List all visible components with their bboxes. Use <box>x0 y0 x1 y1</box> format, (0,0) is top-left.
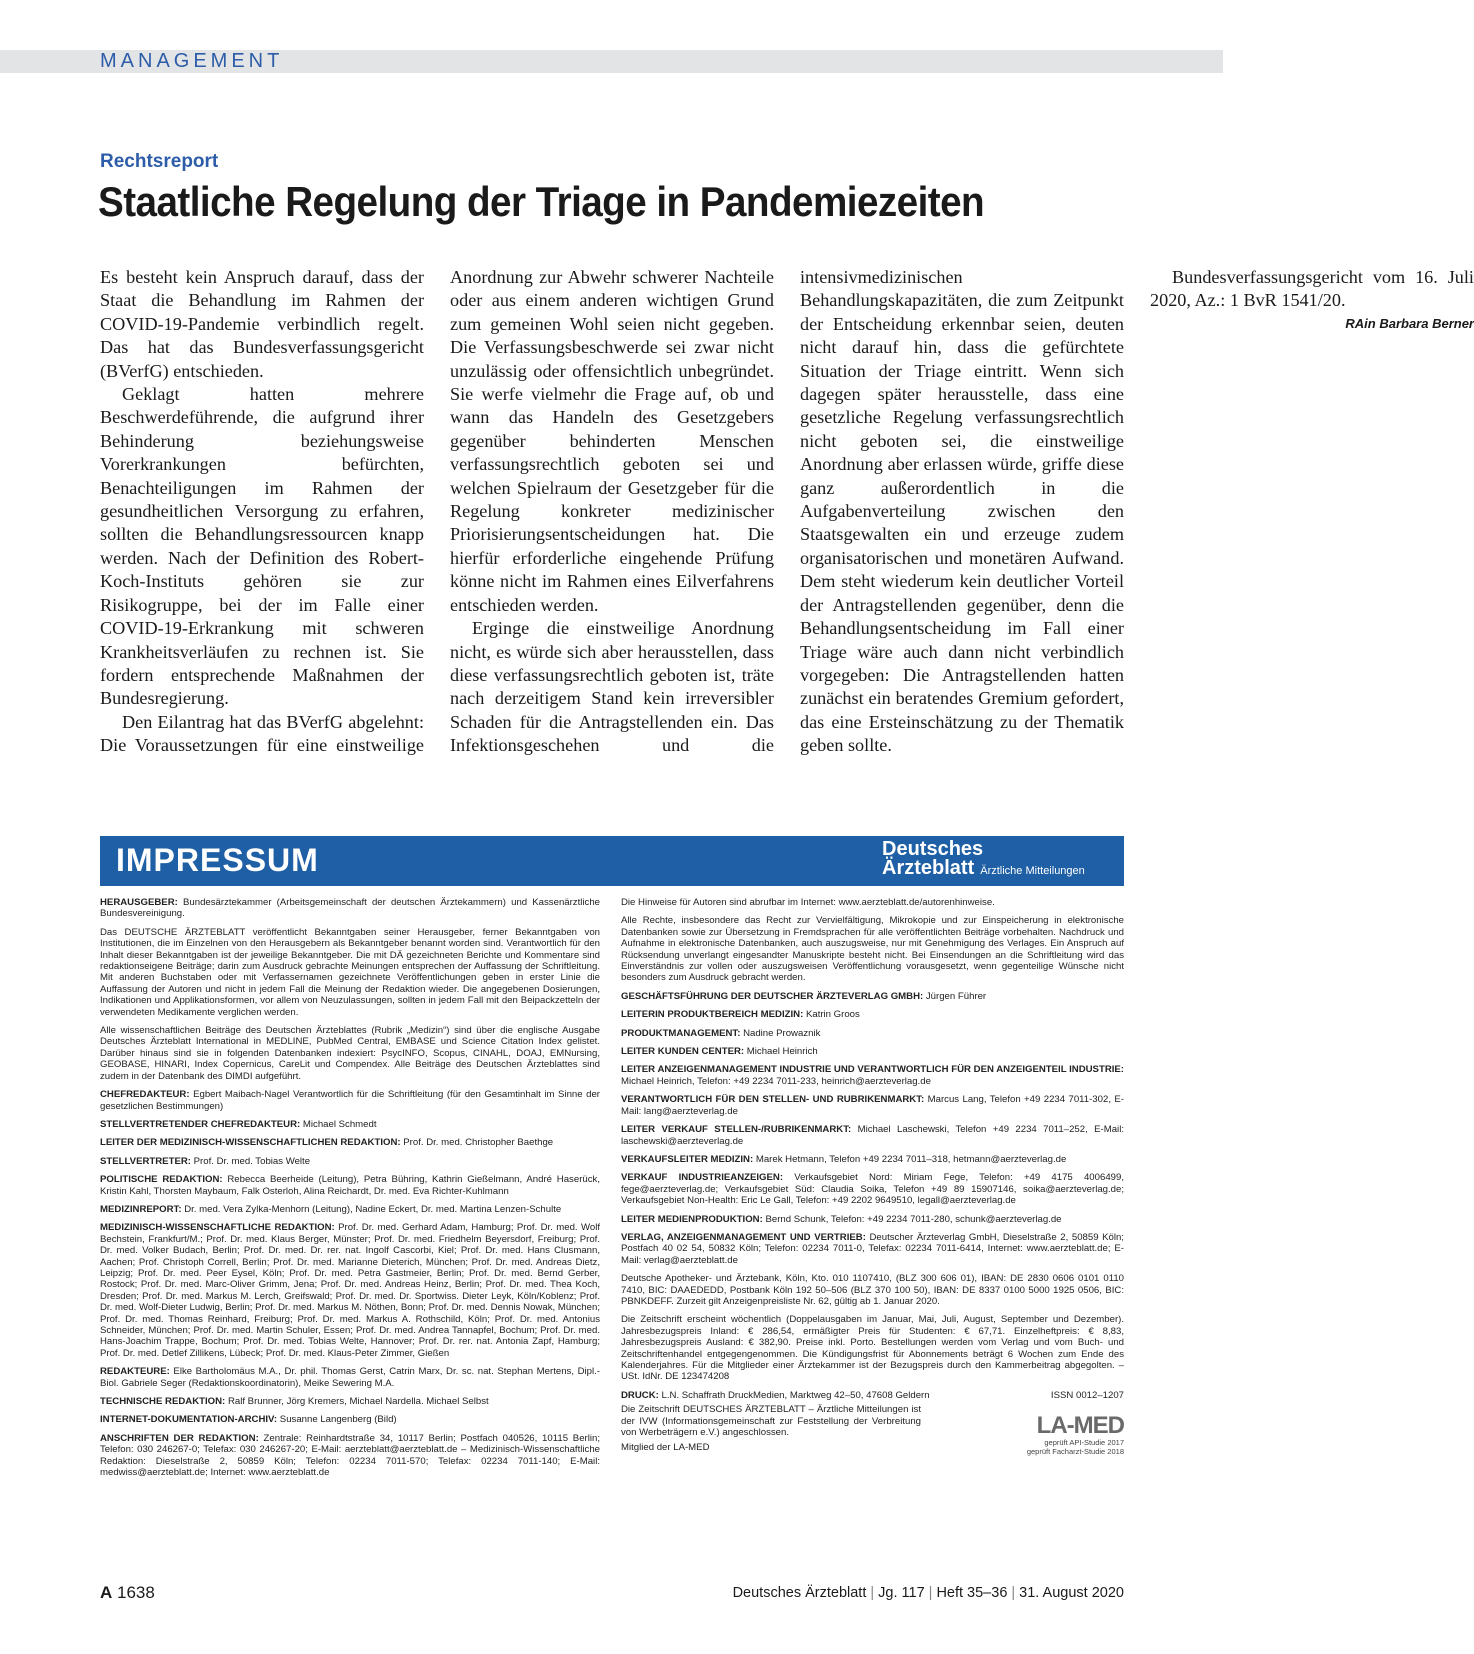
impressum-entry-label: VERKAUF INDUSTRIEANZEIGEN: <box>621 1172 784 1184</box>
article-author: RAin Barbara Berner <box>1345 315 1474 331</box>
impressum-entry <box>100 1414 600 1425</box>
article-paragraph: Geklagt hatten mehrere Beschwerdeführende, die aufgrund ihrer Behinderung beziehungsweise Vorerkrankungen befürchten, Benachteiligungen im Rahmen der gesundheitlichen Versorgung zu erfahren, sollten die Behandlungsressourcen knapp werden. Nach der Definition des Robert-Koch-Instituts gehören sie zur Risikogruppe, bei der im Falle einer COVID-19-Erkrankung mit schweren Krankheitsverläufen zu rechnen ist. Sie fordern entsprechende Maßnahmen der Bundesregierung. <box>100 384 424 709</box>
impressum-entry <box>100 897 600 920</box>
article-body <box>100 266 1474 766</box>
impressum-entry-text: Die Hinweise für Autoren sind abrufbar im Internet: www.aerzteblatt.de/autorenhinweise. <box>621 897 995 908</box>
impressum-entry <box>621 1314 1124 1382</box>
impressum-entry-label: LEITER VERKAUF STELLEN-/RUBRIKENMARKT: <box>621 1124 852 1136</box>
impressum-entry <box>621 1154 1124 1165</box>
impressum-entry-text: Bundesärztekammer (Arbeitsgemeinschaft der deutschen Ärztekammern) und Kassenärztliche Bundesvereinigung. <box>100 897 601 920</box>
impressum-entry-label: HERAUSGEBER: <box>100 897 178 908</box>
impressum-entry-text: Rebecca Beerheide (Leitung), Petra Bühring, Kathrin Gießelmann, André Haserück, Kristin Kahl, Thorsten Maybaum, Falk Osterloh, Alina Reichardt, Dr. med. Eva Richter-Kuhlmann <box>100 1174 600 1197</box>
impressum-entry-label: CHEFREDAKTEUR: <box>100 1089 190 1101</box>
impressum-entry-label: GESCHÄFTSFÜHRUNG DER DEUTSCHER ÄRZTEVERLAG GMBH: <box>621 990 924 1002</box>
lamed-sub2: geprüft Facharzt-Studie 2018 <box>1026 1447 1124 1457</box>
impressum-left-column <box>100 897 600 1485</box>
impressum-entry-text: Elke Bartholomäus M.A., Dr. phil. Thomas Gerst, Catrin Marx, Dr. sc. nat. Stephan Mertens, Dipl.-Biol. Gabriele Seger (Redaktionskoordinatorin), Meike Sewering M.A. <box>100 1366 600 1389</box>
impressum-entry <box>100 1025 600 1082</box>
impressum-entry-text: Marek Hetmann, Telefon +49 2234 7011–318, hetmann@aerzteverlag.de <box>755 1153 1067 1165</box>
impressum-entry-text: Das DEUTSCHE ÄRZTEBLATT veröffentlicht Bekanntgaben seiner Herausgeber, ferner Bekanntgaben von Institutionen, die im Einzelnen von den Herausgebern als Bekanntgeber benannt worden sind. Verantwortlich für den Inhalt dieser Bekanntgaben ist der jeweilige Bekanntgeber. Die mit DÄ gezeichneten Berichte und Kommentare sind redaktionseigene Beiträge; darin zum Ausdruck gebrachte Meinungen entsprechen der Auffassung der Schriftleitung. Mit anderen Buchstaben oder mit Verfassernamen gezeichnete Veröffentlichungen geben in erster Linie die Auffassung der Autoren und nicht in jedem Fall die Meinung der Redaktion wieder. Die angegebenen Dosierungen, Indikationen und Applikationsformen, vor allem von Neuzulassungen, sollten in jedem Fall mit den Beipackzetteln der verwendeten Medikamente verglichen werden. <box>100 926 600 1018</box>
impressum-entry-label: STELLVERTRETENDER CHEFREDAKTEUR: <box>100 1118 301 1130</box>
impressum-entry-label: LEITER KUNDEN CENTER: <box>621 1046 745 1058</box>
impressum-entry-label: ANSCHRIFTEN DER REDAKTION: <box>100 1432 259 1444</box>
article-kicker: Rechtsreport <box>100 151 219 172</box>
impressum-entry-text: Marcus Lang, Telefon +49 2234 7011-302, E-Mail: lang@aerzteverlag.de <box>621 1094 1124 1117</box>
impressum-entry-label: VERLAG, ANZEIGENMANAGEMENT UND VERTRIEB: <box>621 1231 866 1243</box>
impressum-entry-label: POLITISCHE REDAKTION: <box>100 1174 223 1186</box>
impressum-entry-text: Alle wissenschaftlichen Beiträge des Deutschen Ärzteblattes (Rubrik „Medizin“) sind über die englische Ausgabe Deutsches Ärzteblatt International in MEDLINE, PubMed Central, EMBASE und Science Citation Index gelistet. Darüber hinaus sind sie in folgenden Datenbanken indexiert: PsycINFO, Scopus, CINAHL, DOAJ, EMNursing, GEOBASE, HINARI, Index Copernicus, CareLit und Compendex. Alle Beiträge des Deutschen Ärzteblattes sind zudem in der Datenbank des DIMDI aufgeführt. <box>100 1025 600 1082</box>
impressum-entry <box>621 915 1124 983</box>
impressum-entry-text: Michael Laschewski, Telefon +49 2234 7011–252, E-Mail: laschewski@aerzteverlag.de <box>621 1124 1124 1147</box>
footer-issue: Heft 35–36 <box>936 1585 1008 1601</box>
impressum-entry <box>100 1204 600 1215</box>
section-label: MANAGEMENT <box>100 50 284 72</box>
impressum-entry <box>621 1232 1124 1266</box>
impressum-entry-text: Ralf Brunner, Jörg Kremers, Michael Nardella. Michael Selbst <box>227 1396 489 1408</box>
publication-logo <box>882 840 1085 881</box>
impressum-entry-label: LEITER DER MEDIZINISCH-WISSENSCHAFTLICHEN REDAKTION: <box>100 1137 401 1149</box>
logo-line1: Deutsches <box>882 838 984 860</box>
impressum-entry-label: STELLVERTRETER: <box>100 1155 191 1167</box>
impressum-entry <box>621 1064 1124 1087</box>
lamed-logo: LA-MED <box>1036 1412 1124 1440</box>
article-headline: Staatliche Regelung der Triage in Pandemiezeiten <box>98 178 985 225</box>
impressum-entry-text: Dr. med. Vera Zylka-Menhorn (Leitung), Nadine Eckert, Dr. med. Martina Lenzen-Schulte <box>184 1203 562 1215</box>
impressum-entry-text: Die Zeitschrift erscheint wöchentlich (Doppelausgaben im Januar, Mai, Juli, August, September und Dezember). Jahresbezugspreis Inland: € 286,54, ermäßigter Preis für Studenten: € 67,71. Einzelheftpreis: € 8,83, Jahresbezugspreis Ausland: € 382,90. Preise inkl. Porto. Bestellungen werden vom Verlag und vom Buch- und Zeitschriftenhandel entgegengenommen. Die Kündigungsfrist für Abonnements beträgt 6 Wochen zum Ende des Kalenderjahres. Für die Mitglieder einer Ärztekammer ist der Bezugspreis durch den Kammerbeitrag abgegolten. – USt. IdNr. DE 123474208 <box>621 1314 1124 1383</box>
impressum-entry <box>621 1273 1124 1307</box>
issn: ISSN 0012–1207 <box>1050 1389 1124 1401</box>
impressum-banner <box>100 836 1124 886</box>
impressum-entry <box>621 897 1124 908</box>
article-paragraph: Den Eilantrag hat das BVerfG abgelehnt: Die Voraussetzungen für eine einstweilige Anordnung zur Abwehr schwerer Nachteile oder aus einem anderen wichtigen Grund zum gemeinen Wohl seien nicht gegeben. Die Verfassungsbeschwerde sei zwar nicht unzulässig oder offensichtlich unbegründet. Sie werfe vielmehr die Frage auf, ob und wann das Handeln des Gesetzgebers gegenüber behinderten Menschen verfassungsrechtlich geboten sei und welchen Spielraum der Gesetzgeber für die Regelung konkreter medizinischer Priorisierungsentscheidungen hat. Die hierfür erforderliche eingehende Prüfung könne nicht im Rahmen eines Eilverfahrens entschieden werden. <box>100 267 774 756</box>
article-paragraph: Es besteht kein Anspruch darauf, dass der Staat die Behandlung im Rahmen der COVID-19-Pandemie verbindlich regelt. Das hat das Bundesverfassungsgericht (BVerfG) entschieden. <box>100 267 424 381</box>
logo-line2: Ärzteblatt <box>882 857 975 879</box>
druck-row <box>621 1390 1124 1404</box>
footer-volume: Jg. 117 <box>878 1585 925 1601</box>
impressum-entry-text: Prof. Dr. med. Gerhard Adam, Hamburg; Prof. Dr. med. Wolf Bechstein, Frankfurt/M.; Prof. Dr. med. Klaus Berger, Münster; Prof. Dr. med. Friedhelm Beyersdorf, Freiburg; Prof. Dr. med. Volker Budach, Berlin; Prof. Dr. med. Dr. rer. nat. Ingolf Cascorbi, Kiel; Prof. Dr. med. Hans Clusmann, Aachen; Prof. Christoph Correll, Berlin; Prof. Dr. med. Marianne Dieterich, München; Prof. Dr. med. Andreas Dietz, Leipzig; Prof. Dr. med. Peer Eysel, Köln; Prof. Dr. med. Petra Gastmeier, Berlin; Prof. Dr. med. Bernd Gerber, Rostock; Prof. Dr. med. Marc-Oliver Grimm, Jena; Prof. Dr. med. Andreas Heinz, Berlin; Prof. Dr. med. Thea Koch, Dresden; Prof. Dr. med. Markus M. Lerch, Greifswald; Prof. Dr. med. Dr. Sportwiss. Dieter Leyk, Köln/Koblenz; Prof. Dr. med. Wolf-Dieter Ludwig, Berlin; Prof. Dr. med. Markus M. Nöthen, Bonn; Prof. Dr. med. Dennis Nowak, München; Prof. Dr. med. Thomas Reinhard, Freiburg; Prof. Dr. med. Markus A. Rothschild, Köln; Prof. Dr. med. Antonius Schneider, München; Prof. Dr. med. Martin Schuler, Essen; Prof. Dr. med. Andrea Tannapfel, Bochum; Prof. Dr. med. Hans-Joachim Trappe, Bochum; Prof. Dr. med. Tobias Welte, Hannover; Prof. Dr. rer. nat. Antonia Zapf, Hamburg; Prof. Dr. med. Detlef Zillikens, Lübeck; Prof. Dr. med. Klaus-Peter Zimmer, Gießen <box>100 1222 600 1359</box>
impressum-right-column <box>621 897 1124 1461</box>
footer-publication: Deutsches Ärzteblatt <box>732 1585 867 1601</box>
impressum-entry-text: Verkaufsgebiet Nord: Miriam Fege, Telefon: +49 4175 4006499, fege@aerzteverlag.de; Verkaufsgebiet Süd: Claudia Soika, Telefon +49 89 15907146, soika@aerzteverlag.de; Verkaufsgebiet Non-Health: Eric Le Gall, Telefon: +49 2202 9649510, legall@aerzteverlag.de <box>621 1172 1124 1207</box>
impressum-entry-text: Jürgen Führer <box>925 990 987 1002</box>
impressum-entry-text: Alle Rechte, insbesondere das Recht zur Vervielfältigung, Mikrokopie und zur Einspeicherung in elektronische Datenbanken sowie zur Übersetzung in Fremdsprachen für alle veröffentlichten Beiträge vorbehalten. Nachdruck und Aufnahme in elektronische Datenbanken, auch auszugsweise, nur mit Genehmigung des Verlages. Ein Anspruch auf Rücksendung unverlangt eingesandter Manuskripte besteht nicht. Bei Einsendungen an die Schriftleitung wird das Einverständnis zur vollen oder auszugsweisen Veröffentlichung vorausgesetzt, wenn gegenteilige Wünsche nicht besonders zum Ausdruck gebracht werden. <box>621 915 1124 984</box>
impressum-entry <box>100 1222 600 1359</box>
page-number <box>100 1583 155 1603</box>
impressum-entry <box>621 991 1124 1002</box>
impressum-entry-text: Michael Schmedt <box>302 1118 377 1130</box>
impressum-entry-text: Deutsche Apotheker- und Ärztebank, Köln, Kto. 010 1107410, (BLZ 300 606 01), IBAN: DE 2830 0606 0101 0110 7410, BIC: DAAEDEDD, Postbank Köln 192 50–506 (BLZ 370 100 50), IBAN: DE 8337 0100 5000 1925 0506, BIC: PBNKDEFF. Zurzeit gilt Anzeigenpreisliste Nr. 62, gültig ab 1. Januar 2020. <box>621 1273 1124 1307</box>
impressum-entry-text: Prof. Dr. med. Christopher Baethge <box>403 1137 554 1149</box>
lamed-member: Mitglied der LA-MED <box>621 1442 710 1454</box>
impressum-entry-label: LEITER ANZEIGENMANAGEMENT INDUSTRIE UND VERANTWORTLICH FÜR DEN ANZEIGENTEIL INDUSTRIE: <box>621 1064 1124 1076</box>
ivw-row <box>621 1404 1124 1461</box>
impressum-entry-label: VERANTWORTLICH FÜR DEN STELLEN- UND RUBRIKENMARKT: <box>621 1094 925 1106</box>
lamed-sub1: geprüft API-Studie 2017 <box>1044 1438 1124 1448</box>
lamed-seal <box>1027 1414 1124 1456</box>
ivw-text: Die Zeitschrift DEUTSCHES ÄRZTEBLATT – Ärztliche Mitteilungen ist der IVW (Informationsgemeinschaft zur Feststellung der Verbreitung von Werbeträgern e.V.) angeschlossen. <box>621 1404 921 1439</box>
footer-citation: Deutsches Ärzteblatt | Jg. 117 | Heft 35–36 | 31. August 2020 <box>732 1585 1124 1601</box>
impressum-entry-text: Bernd Schunk, Telefon: +49 2234 7011-280, schunk@aerzteverlag.de <box>765 1213 1062 1225</box>
impressum-entry <box>100 1119 600 1130</box>
impressum-entry <box>100 1396 600 1407</box>
druck-label: DRUCK: <box>621 1389 659 1401</box>
impressum-entry-label: MEDIZINISCH-WISSENSCHAFTLICHE REDAKTION: <box>100 1222 335 1234</box>
impressum-entry <box>100 1433 600 1479</box>
impressum-entry-label: LEITERIN PRODUKTBEREICH MEDIZIN: <box>621 1009 804 1021</box>
impressum-entry-text: Katrin Groos <box>805 1009 860 1021</box>
impressum-entry-text: Egbert Maibach-Nagel Verantwortlich für die Schriftleitung (für den Gesamtinhalt im Sinne der gesetzlichen Bestimmungen) <box>100 1089 600 1112</box>
impressum-entry-label: LEITER MEDIENPRODUKTION: <box>621 1213 763 1225</box>
impressum-entry <box>100 1366 600 1389</box>
page-number-value: 1638 <box>117 1583 155 1602</box>
ivw-block <box>621 1404 921 1461</box>
article-paragraph: Bundesverfassungsgericht vom 16. Juli 2020, Az.: 1 BvR 1541/20. <box>1150 267 1474 311</box>
impressum-entry <box>100 1156 600 1167</box>
impressum-entry-text: Deutscher Ärzteverlag GmbH, Dieselstraße 2, 50859 Köln; Postfach 40 02 54, 50832 Köln; Telefon: 02234 7011-0, Telefax: 02234 7011-6414, Internet: www.aerzteblatt.de; E-Mail: verlag@aerzteblatt.de <box>621 1231 1124 1266</box>
impressum-entry <box>621 1172 1124 1206</box>
impressum-entry-text: Zentrale: Reinhardtstraße 34, 10117 Berlin; Postfach 040526, 10115 Berlin; Telefon: 030 246267-0; Telefax: 030 246267-20; E-Mail: aerzteblatt@aerzteblatt.de – Medizinisch-Wissenschaftliche Redaktion: Dieselstraße 2, 50859 Köln; Telefon: 02234 7011-570; Telefax: 02234 7011-140; E-Mail: medwiss@aerzteblatt.de; Internet: www.aerzteblatt.de <box>100 1432 600 1479</box>
impressum-entry <box>100 1137 600 1148</box>
impressum-entry-text: Susanne Langenberg (Bild) <box>279 1414 397 1426</box>
page-prefix: A <box>100 1583 113 1602</box>
impressum-entry-text: Michael Heinrich <box>746 1046 818 1058</box>
impressum-entry-label: REDAKTEURE: <box>100 1366 170 1378</box>
impressum-entry <box>100 1174 600 1197</box>
impressum-entry-label: PRODUKTMANAGEMENT: <box>621 1027 741 1039</box>
impressum-entry <box>621 1214 1124 1225</box>
impressum-entry-text: Prof. Dr. med. Tobias Welte <box>193 1155 311 1167</box>
impressum-title: IMPRESSUM <box>116 842 319 878</box>
druck-entry <box>621 1390 930 1401</box>
impressum-entry-label: MEDIZINREPORT: <box>100 1203 182 1215</box>
logo-subtitle: Ärztliche Mitteilungen <box>980 865 1085 877</box>
impressum-entry <box>621 1124 1124 1147</box>
impressum-entry <box>100 1089 600 1112</box>
impressum-entry <box>621 1028 1124 1039</box>
impressum-entry <box>621 1009 1124 1020</box>
impressum-entry-label: TECHNISCHE REDAKTION: <box>100 1396 226 1408</box>
impressum-entry-text: Nadine Prowaznik <box>743 1027 821 1039</box>
druck-text: L.N. Schaffrath DruckMedien, Marktweg 42–50, 47608 Geldern <box>661 1389 930 1401</box>
impressum-entry-label: VERKAUFSLEITER MEDIZIN: <box>621 1153 754 1165</box>
impressum-entry <box>621 1046 1124 1057</box>
article-paragraph: Erginge die einstweilige Anordnung nicht, es würde sich aber herausstellen, dass diese verfassungsrechtlich geboten ist, träte nach derzeitigem Stand kein irreversibler Schaden für die Antragstellenden ein. Das Infektionsgeschehen und die intensivmedizinischen Behandlungskapazitäten, die zum Zeitpunkt der Entscheidung erkennbar seien, deuten nicht darauf hin, dass die gefürchtete Situation der Triage eintritt. Wenn sich dagegen später herausstelle, dass eine gesetzliche Regelung verfassungsrechtlich nicht geboten sei, die einstweilige Anordnung aber erlassen würde, griffe diese ganz außerordentlich in die Aufgabenverteilung zwischen den Staatsgewalten ein und erzeuge zudem organisatorischen und monetären Aufwand. Dem steht wiederum kein deutlicher Vorteil der Antragstellenden gegenüber, denn die Behandlungsentscheidung im Fall einer Triage wäre auch dann nicht verbindlich vorgegeben: Die Antragstellenden hatten zunächst ein beratendes Gremium gefordert, das eine Ersteinschätzung zu der Thematik geben sollte. <box>450 267 1124 756</box>
impressum-entry-text: Michael Heinrich, Telefon: +49 2234 7011-233, heinrich@aerzteverlag.de <box>621 1075 931 1087</box>
impressum-entry <box>100 927 600 1018</box>
impressum-entry <box>621 1094 1124 1117</box>
footer-date: 31. August 2020 <box>1019 1585 1124 1601</box>
impressum-entry-label: INTERNET-DOKUMENTATION-ARCHIV: <box>100 1414 278 1426</box>
